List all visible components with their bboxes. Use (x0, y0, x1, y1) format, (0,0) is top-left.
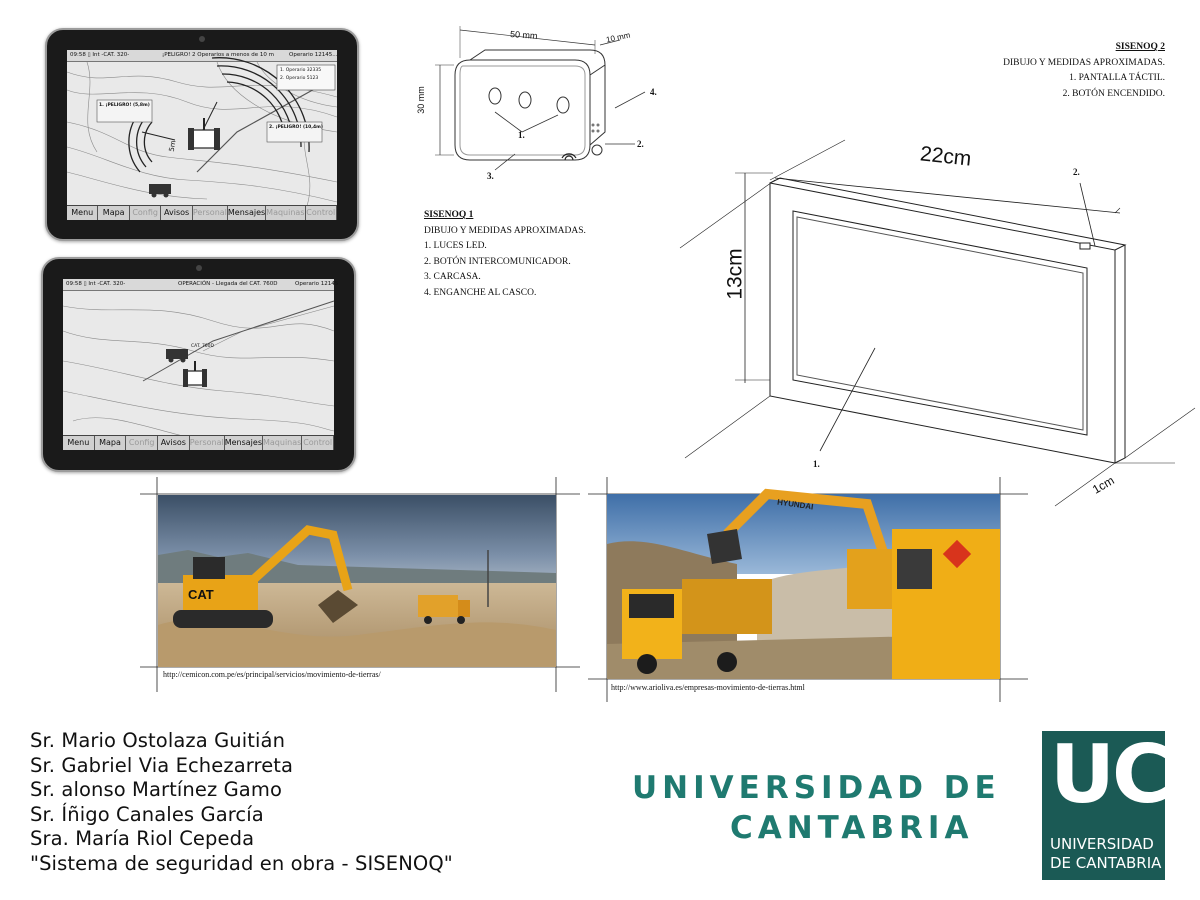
menu-item[interactable]: Mensajes (225, 436, 263, 450)
cat-brand: CAT (188, 587, 214, 602)
vehicle-label: CAT. 760D (191, 344, 215, 349)
dim-22cm: 22cm (918, 142, 973, 171)
status-bar (63, 279, 339, 291)
menu-item[interactable]: Config (130, 206, 161, 220)
spec-line: 2. BOTÓN INTERCOMUNICADOR. (424, 256, 571, 267)
menu-item[interactable]: Maquinas (266, 206, 305, 220)
callout: 1. (813, 459, 820, 469)
spec-line: DIBUJO Y MEDIDAS APROXIMADAS. (1003, 57, 1165, 68)
spec-title: SISENOQ 2 (1115, 42, 1165, 52)
hyundai-brand: HYUNDAI (776, 497, 814, 512)
topo-map[interactable] (63, 291, 334, 436)
popup-line: 2. Operario 5123 (280, 76, 319, 81)
photo-excavator-site (158, 495, 556, 667)
status-right: Operario 12145 (295, 281, 339, 287)
menu-item[interactable]: Menu (63, 436, 95, 450)
menu-item[interactable]: Mensajes (228, 206, 266, 220)
credit-line: Sr. Gabriel Via Echezarreta (30, 753, 294, 777)
uc-logo-mark: UC (1050, 728, 1168, 821)
status-right: Operario 12145... (289, 52, 338, 58)
university-name-line2: CANTABRIA (730, 810, 974, 846)
menu-bar (67, 205, 337, 220)
warning-label-1: 1. ¡PELIGRO! (5,8m) (99, 103, 150, 108)
menu-item[interactable]: Avisos (158, 436, 190, 450)
menu-item[interactable]: Control (306, 206, 337, 220)
project-title: "Sistema de seguridad en obra - SISENOQ" (30, 851, 453, 875)
credit-line: Sr. Íñigo Canales García (30, 802, 264, 826)
distance-label: 5m (167, 139, 178, 153)
tablet-danger-view (45, 28, 359, 241)
credit-line: Sra. María Riol Cepeda (30, 827, 255, 850)
camera-icon (199, 36, 205, 42)
tablet-operation-view (41, 257, 356, 472)
menu-item[interactable]: Maquinas (263, 436, 302, 450)
dim-1cm: 1cm (1090, 473, 1117, 497)
menu-item[interactable]: Mapa (98, 206, 129, 220)
spec-line: 1. LUCES LED. (424, 241, 487, 251)
photo-caption: http://cemicon.com.pe/es/principal/servicios/movimiento-de-tierras/ (163, 670, 381, 679)
dim-height: 30 mm (415, 86, 426, 114)
university-name-line1: UNIVERSIDAD DE (632, 770, 1001, 806)
dim-depth: 10 mm (605, 30, 632, 45)
status-center: ¡PELIGRO! 2 Operarios a menos de 10 m (162, 52, 274, 58)
dim-width: 50 mm (509, 29, 538, 41)
status-left: 09:58 ▯ Int -CAT. 320- (70, 52, 130, 58)
menu-item[interactable]: Menu (67, 206, 98, 220)
sisenoq1-drawing (410, 20, 670, 190)
menu-item[interactable]: Mapa (95, 436, 127, 450)
sisenoq2-spec (1003, 40, 1165, 102)
status-left: 09:58 ▯ Int -CAT. 320- (66, 281, 126, 287)
popup-line: 1. Operario 32335 (280, 68, 322, 73)
sisenoq1-spec (424, 208, 586, 301)
menu-item[interactable]: Avisos (161, 206, 192, 220)
menu-item[interactable]: Config (126, 436, 158, 450)
credit-line: Sr. Mario Ostolaza Guitián (30, 729, 286, 752)
spec-title: SISENOQ 1 (424, 210, 474, 220)
photo-caption: http://www.arioliva.es/empresas-movimiento-de-tierras.html (611, 683, 805, 692)
menu-item[interactable]: Personal (193, 206, 228, 220)
spec-line: 1. PANTALLA TÁCTIL. (1069, 73, 1165, 83)
spec-line: 2. BOTÓN ENCENDIDO. (1062, 88, 1165, 99)
callout: 2. (637, 139, 644, 149)
status-bar (67, 50, 337, 62)
spec-line: 4. ENGANCHE AL CASCO. (424, 287, 537, 298)
callout: 4. (650, 87, 657, 97)
menu-item[interactable]: Personal (190, 436, 225, 450)
author-credits (30, 729, 453, 876)
uc-logo-line2: DE CANTABRIA (1050, 854, 1162, 872)
spec-line: 3. CARCASA. (424, 272, 481, 282)
sisenoq2-drawing (675, 118, 1195, 508)
warning-label-2: 2. ¡PELIGRO! (10,4m) (269, 125, 323, 130)
spec-line: DIBUJO Y MEDIDAS APROXIMADAS. (424, 225, 586, 236)
credit-line: Sr. alonso Martínez Gamo (30, 778, 282, 801)
topo-map[interactable] (67, 62, 337, 206)
callout: 2. (1073, 167, 1080, 177)
callout: 3. (487, 171, 494, 181)
photo-quarry-trucks (607, 494, 1000, 679)
camera-icon (196, 265, 202, 271)
uc-logo-line1: UNIVERSIDAD (1050, 835, 1154, 853)
tablet-screen (63, 279, 339, 450)
dim-13cm: 13cm (723, 248, 747, 300)
uc-logo (1042, 728, 1168, 880)
status-center: OPERACIÓN - Llegada del CAT. 760D (178, 281, 278, 287)
menu-item[interactable]: Control (302, 436, 334, 450)
callout: 1. (518, 130, 525, 140)
menu-bar (63, 435, 334, 450)
tablet-screen (67, 50, 337, 220)
